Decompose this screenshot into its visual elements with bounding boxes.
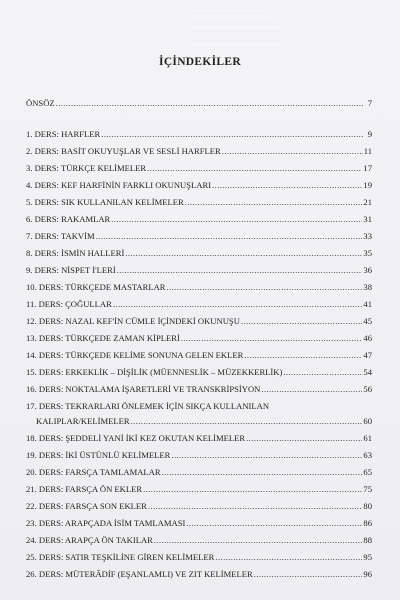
toc-row (26, 517, 372, 529)
toc-entry-label: 22. DERS: FARSÇA SON EKLER (26, 501, 147, 511)
dot-leader (117, 264, 363, 276)
dot-leader (56, 97, 363, 109)
toc-page-number: 9 (367, 129, 372, 139)
toc-entry-label: 24. DERS: ARAPÇA ÖN TAKILAR (26, 535, 153, 545)
toc-row (26, 500, 372, 512)
dot-leader (261, 383, 362, 395)
toc-row-preface (26, 97, 372, 109)
toc-page-number: 63 (363, 450, 372, 460)
toc-row (26, 196, 372, 208)
toc-row (26, 315, 372, 327)
toc-entry-label: 7. DERS: TAKVİM (26, 231, 95, 241)
dot-leader (222, 145, 363, 157)
toc-row (26, 534, 372, 546)
dot-leader (147, 162, 362, 174)
toc-entry-label: 10. DERS: TÜRKÇEDE MASTARLAR (26, 282, 166, 292)
toc-entry-label: 2. DERS: BASİT OKUYUŞLAR VE SESLİ HARFLER (26, 146, 221, 156)
dot-leader (185, 196, 363, 208)
dot-leader (212, 179, 362, 191)
toc-row (26, 162, 372, 174)
toc-row (26, 415, 372, 427)
toc-page-number: 56 (363, 384, 372, 394)
toc-entry-label: 15. DERS: ERKEKLİK – DİŞİLİK (MÜENNESLİK – MÜZEKKERLİK) (26, 367, 283, 377)
dot-leader (101, 128, 363, 140)
toc-entry-label: 17. DERS: TEKRARLARI ÖNLEMEK İÇİN SIKÇA KULLANILAN (26, 401, 270, 411)
toc-row (26, 568, 372, 580)
toc-page-number: 86 (363, 518, 372, 528)
toc-page-number: 95 (363, 552, 372, 562)
toc-entry-label: 12. DERS: NAZAL KEF'İN CÜMLE İÇİNDEKİ OKUNUŞU (26, 316, 240, 326)
toc-page-number: 46 (363, 333, 372, 343)
toc-row (26, 349, 372, 361)
toc-row (26, 551, 372, 563)
toc-entry-label: 21. DERS: FARSÇA ÖN EKLER (26, 484, 143, 494)
toc-page-number: 45 (363, 316, 372, 326)
toc-page-number: 11 (363, 146, 372, 156)
dot-leader (131, 415, 363, 427)
toc-entry-label: 14. DERS: TÜRKÇEDE KELİME SONUNA GELEN EKLER (26, 350, 244, 360)
toc-entry-label: 20. DERS: FARSÇA TAMLAMALAR (26, 467, 161, 477)
toc-entry-label: 23. DERS: ARAPÇADA İSİM TAMLAMASI (26, 518, 186, 528)
toc-entry-label: 18. DERS: ŞEDDELİ YANİ İKİ KEZ OKUTAN KELİMELER (26, 433, 246, 443)
toc-entry-label: 11. DERS: ÇOĞULLAR (26, 299, 112, 309)
toc-row (26, 449, 372, 461)
toc-page-number: 61 (363, 433, 372, 443)
toc-page-number: 80 (363, 501, 372, 511)
dot-leader (162, 466, 363, 478)
toc-entry-label: 3. DERS: TÜRKÇE KELİMELER (26, 163, 147, 173)
toc-row (26, 466, 372, 478)
toc-row (26, 400, 372, 412)
toc-page-number: 54 (363, 367, 372, 377)
toc-row (26, 366, 372, 378)
toc-row (26, 432, 372, 444)
toc-page-number: 35 (363, 248, 372, 258)
toc-entry-label: 5. DERS: SIK KULLANILAN KELİMELER (26, 197, 184, 207)
toc-row (26, 145, 372, 157)
dot-leader (125, 247, 362, 259)
toc-entry-label: 1. DERS: HARFLER (26, 129, 101, 139)
toc-page-number: 19 (363, 180, 372, 190)
toc-row (26, 383, 372, 395)
toc-row (26, 213, 372, 225)
toc-row (26, 483, 372, 495)
bleed-through-text: . . . . . . . . . . . . . . . . . . . . . . . . . . . . . . . . . . . . . . . . . . . . . . . . . . . . . . . . . . . . . . . . . . . . . . . . . . . . . . . . . . . . . . . . . . . . . . . . . . . . . . . . . . . . (190, 8, 282, 52)
toc-page-number: 65 (363, 467, 372, 477)
toc-page-number: 41 (363, 299, 372, 309)
toc-entry-label: 16. DERS: NOKTALAMA İŞARETLERİ VE TRANSKRİPSİYON (26, 384, 261, 394)
toc-page-number: 21 (363, 197, 372, 207)
dot-leader (96, 230, 363, 242)
dot-leader (148, 500, 363, 512)
toc-row (26, 179, 372, 191)
dot-leader (283, 366, 362, 378)
dot-leader (154, 534, 363, 546)
toc-row (26, 247, 372, 259)
dot-leader (254, 568, 363, 580)
dot-leader (111, 213, 362, 225)
toc-page-number: 88 (363, 535, 372, 545)
toc-page-number: 75 (363, 484, 372, 494)
toc-entry-label: ÖNSÖZ (26, 98, 55, 108)
toc-row (26, 281, 372, 293)
toc-row (26, 128, 372, 140)
toc-row (26, 332, 372, 344)
toc-page-number: 96 (363, 569, 372, 579)
toc-page-number: 38 (363, 282, 372, 292)
toc-entry-label: 13. DERS: TÜRKÇEDE ZAMAN KİPLERİ (26, 333, 180, 343)
toc-row (26, 298, 372, 310)
toc-row (26, 230, 372, 242)
toc-page-number: 31 (363, 214, 372, 224)
toc-entry-label: 26. DERS: MÜTERÂDİF (EŞANLAMLI) VE ZIT KELİMELER (26, 569, 253, 579)
toc-entry-label: KALIPLAR/KELİMELER (36, 416, 130, 426)
toc-entry-label: 6. DERS: RAKAMLAR (26, 214, 111, 224)
dot-leader (113, 298, 363, 310)
dot-leader (171, 449, 362, 461)
toc-page-number: 47 (363, 350, 372, 360)
dot-leader (167, 281, 363, 293)
toc-page-number: 17 (363, 163, 372, 173)
page-title: İÇİNDEKİLER (159, 56, 241, 68)
dot-leader (215, 551, 362, 563)
dot-leader (246, 432, 362, 444)
toc-entry-label: 9. DERS: NİSPET İ'LERİ (26, 265, 116, 275)
toc-entry-label: 4. DERS: KEF HARFİNİN FARKLI OKUNUŞLARI (26, 180, 212, 190)
dot-leader (186, 517, 362, 529)
toc-page-number: 36 (363, 265, 372, 275)
toc-entry-label: 8. DERS: İSMİN HALLERİ (26, 248, 125, 258)
toc-page-number: 33 (363, 231, 372, 241)
toc-row (26, 264, 372, 276)
toc-page-number: 60 (363, 416, 372, 426)
dot-leader (143, 483, 362, 495)
toc-entry-label: 19. DERS: İKİ ÜSTÜNLÜ KELİMELER (26, 450, 171, 460)
toc-page-number: 7 (367, 98, 372, 108)
dot-leader (241, 315, 362, 327)
toc-entry-label: 25. DERS: SATIR TEŞKİLİNE GİREN KELİMELER (26, 552, 215, 562)
dot-leader (244, 349, 362, 361)
dot-leader (181, 332, 363, 344)
